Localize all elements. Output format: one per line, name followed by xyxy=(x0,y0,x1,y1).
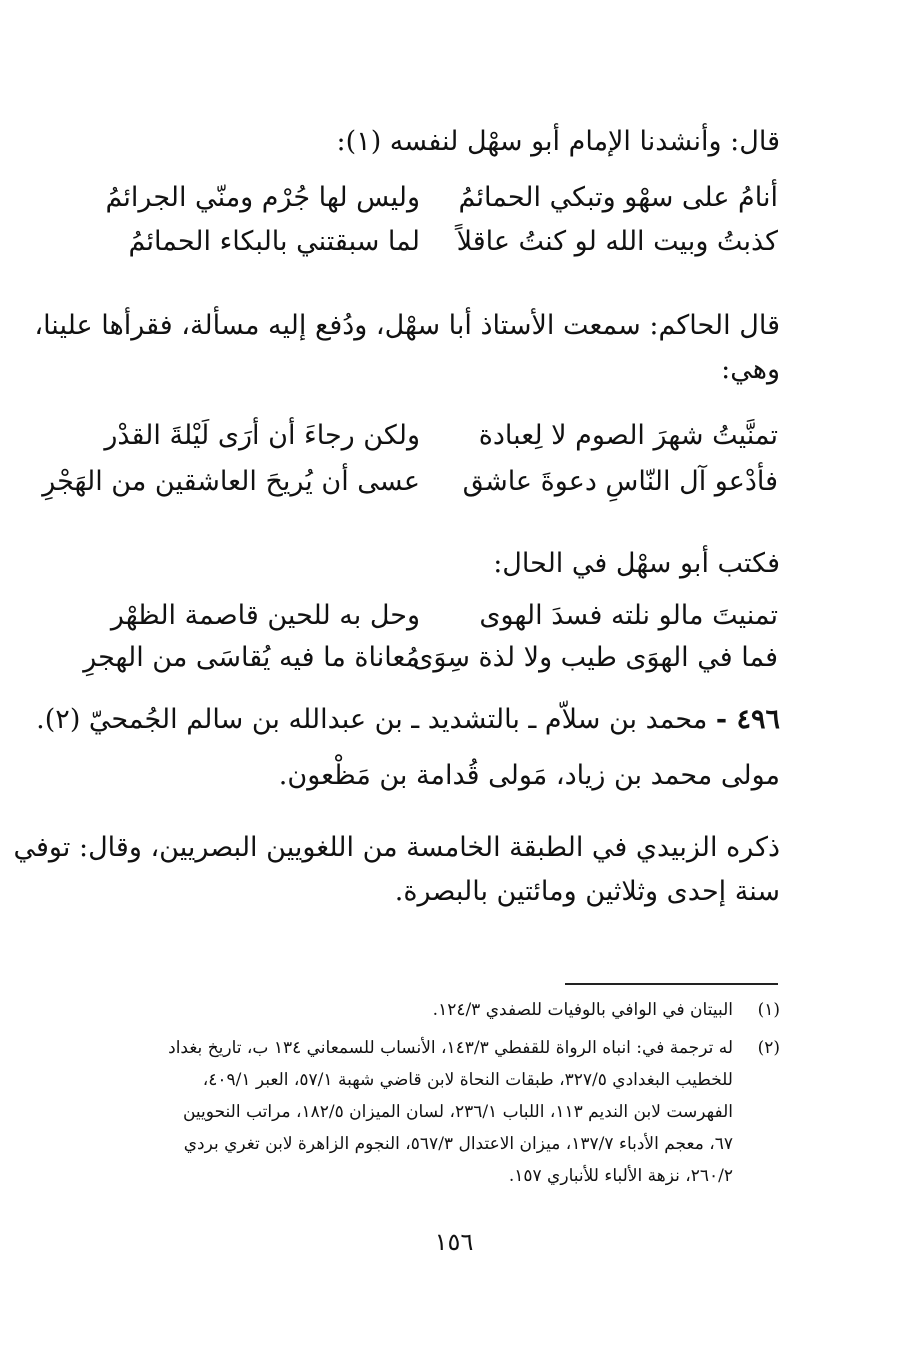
verse-2-left-hemistich: لما سبقتني بالبكاء الحمائمُ xyxy=(128,226,420,257)
footnote-2-number: (٢) xyxy=(757,1038,780,1058)
verse-6-right-hemistich: فما في الهوَى طيب ولا لذة سِوَى xyxy=(412,642,778,673)
footnote-2-line-4: ٦٧، معجم الأدباء ١٣٧/٧، ميزان الاعتدال ٥٦٧/٣، النجوم الزاهرة لابن تغري بردي xyxy=(183,1134,733,1154)
entry-number: ٤٩٦ - xyxy=(715,704,780,735)
page-number: ١٥٦ xyxy=(434,1228,474,1256)
entry-title: محمد بن سلاّم ـ بالتشديد ـ بن عبدالله بن سالم الجُمحيّ (٢). xyxy=(36,704,708,735)
verse-2-right-hemistich: كذبتُ وبيت الله لو كنتُ عاقلاً xyxy=(456,226,778,257)
entry-line-2: مولى محمد بن زياد، مَولى قُدامة بن مَظْعون. xyxy=(278,760,780,791)
verse-3-right-hemistich: تمنَّيتُ شهرَ الصوم لا لِعبادة xyxy=(478,420,778,451)
paragraph-line-2: سنة إحدى وثلاثين ومائتين بالبصرة. xyxy=(394,876,780,907)
hakim-intro-line-1: قال الحاكم: سمعت الأستاذ أبا سهْل، ودُفع إليه مسألة، فقرأها علينا، xyxy=(34,310,780,341)
footnote-2-line-2: للخطيب البغدادي ٣٢٧/٥، طبقات النحاة لابن قاضي شهبة ٥٧/١، العبر ٤٠٩/١، xyxy=(202,1070,733,1090)
verse-4-right-hemistich: فأدْعو آل النّاسِ دعوةَ عاشق xyxy=(462,466,778,497)
paragraph-line-1: ذكره الزبيدي في الطبقة الخامسة من اللغويين البصريين، وقال: توفي xyxy=(13,832,780,863)
reply-intro-line: فكتب أبو سهْل في الحال: xyxy=(493,548,780,579)
footnote-separator xyxy=(565,983,778,985)
verse-1-right-hemistich: أنامُ على سهْو وتبكي الحمائمُ xyxy=(458,182,778,213)
intro-line: قال: وأنشدنا الإمام أبو سهْل لنفسه (١): xyxy=(336,126,780,157)
footnote-1-text: البيتان في الوافي بالوفيات للصفدي ١٢٤/٣. xyxy=(432,1000,733,1020)
entry-heading xyxy=(36,702,780,738)
verse-4-left-hemistich: عسى أن يُريحَ العاشقين من الهَجْرِ xyxy=(42,466,420,497)
verse-5-right-hemistich: تمنيتَ مالو نلته فسدَ الهوى xyxy=(479,600,778,631)
footnote-1-number: (١) xyxy=(757,1000,780,1020)
verse-1-left-hemistich: وليس لها جُرْم ومنّي الجرائمُ xyxy=(105,182,420,213)
verse-5-left-hemistich: وحل به للحين قاصمة الظهْر xyxy=(110,600,420,631)
footnote-2-line-5: ٢٦٠/٢، نزهة الألباء للأنباري ١٥٧. xyxy=(508,1166,733,1186)
verse-6-left-hemistich: مُعاناة ما فيه يُقاسَى من الهجرِ xyxy=(83,642,420,673)
footnote-2-line-3: الفهرست لابن النديم ١١٣، اللباب ٢٣٦/١، لسان الميزان ١٨٢/٥، مراتب النحويين xyxy=(182,1102,733,1122)
verse-3-left-hemistich: ولكن رجاءَ أن أرَى لَيْلةَ القدْر xyxy=(104,420,420,451)
footnote-2-line-1: له ترجمة في: انباه الرواة للقفطي ١٤٣/٣، الأنساب للسمعاني ١٣٤ ب، تاريخ بغداد xyxy=(168,1038,733,1058)
hakim-intro-line-2: وهي: xyxy=(721,354,780,385)
